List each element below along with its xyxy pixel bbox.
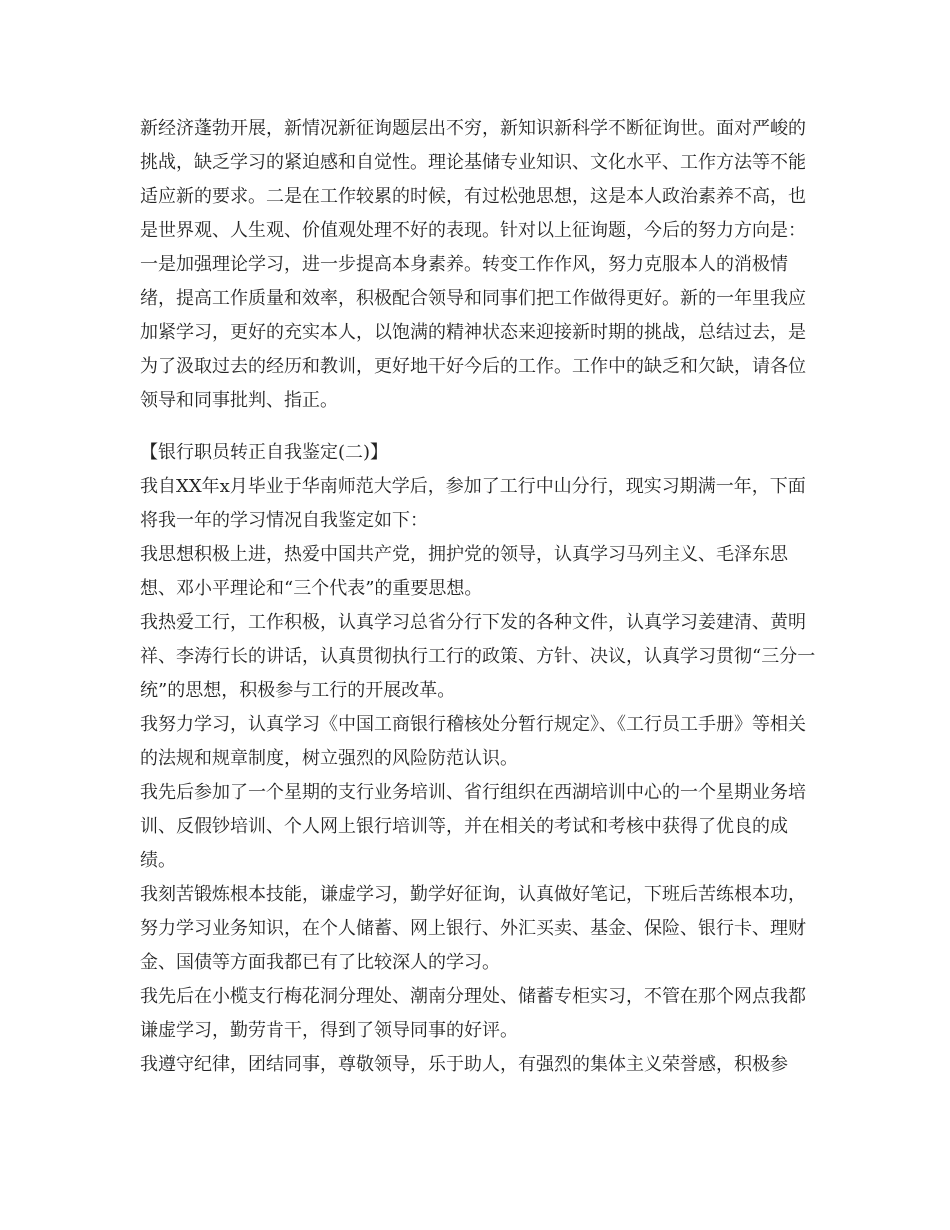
- paragraph-work: 我热爱工行，工作积极，认真学习总省分行下发的各种文件，认真学习姜建清、黄明祥、李涛行长的讲话，认真贯彻执行工行的政策、方针、决议，认真学习贯彻“三分一统”的思想，积极参与工行的开展改革。: [140, 612, 816, 701]
- paragraph-intro: 我自XX年x月毕业于华南师范大学后，参加了工行中山分行，现实习期满一年，下面将我一年的学习情况自我鉴定如下：: [140, 476, 806, 531]
- paragraph-discipline: 我遵守纪律，团结同事，尊敬领导，乐于助人，有强烈的集体主义荣誉感，积极参: [140, 1054, 788, 1075]
- paragraph-skills: 我刻苦锻炼根本技能，谦虚学习，勤学好征询，认真做好笔记，下班后苦练根本功，努力学习业务知识，在个人储蓄、网上银行、外汇买卖、基金、保险、银行卡、理财金、国债等方面我都已有了比较深人的学习。: [140, 884, 806, 973]
- paragraph-internship: 我先后在小榄支行梅花洞分理处、潮南分理处、储蓄专柜实习，不管在那个网点我都谦虚学习，勤劳肯干，得到了领导同事的好评。: [140, 986, 806, 1041]
- paragraph-study: 我努力学习，认真学习《中国工商银行稽核处分暂行规定》、《工行员工手册》等相关的法规和规章制度，树立强烈的风险防范认识。: [140, 714, 806, 769]
- paragraph-training: 我先后参加了一个星期的支行业务培训、省行组织在西湖培训中心的一个星期业务培训、反假钞培训、个人网上银行培训等，并在相关的考试和考核中获得了优良的成绩。: [140, 782, 806, 871]
- continuation-paragraph: 新经济蓬勃开展，新情况新征询题层出不穷，新知识新科学不断征询世。面对严峻的挑战，缺乏学习的紧迫感和自觉性。理论基储专业知识、文化水平、工作方法等不能适应新的要求。二是在工作较累的时候，有过松弛思想，这是本人政治素养不高，也是世界观、人生观、价值观处理不好的表现。针对以上征询题，今后的努力方向是：一是加强理论学习，进一步提高本身素养。转变工作作风，努力克服本人的消极情绪，提高工作质量和效率，积极配合领导和同事们把工作做得更好。新的一年里我应加紧学习，更好的充实本人，以饱满的精神状态来迎接新时期的挑战，总结过去，是为了汲取过去的经历和教训，更好地干好今后的工作。工作中的缺乏和欠缺，请各位领导和同事批判、指正。: [140, 118, 806, 411]
- section-title: 【银行职员转正自我鉴定(二)】: [140, 442, 389, 463]
- paragraph-ideology: 我思想积极上进，热爱中国共产党，拥护党的领导，认真学习马列主义、毛泽东思想、邓小平理论和“三个代表”的重要思想。: [140, 544, 788, 599]
